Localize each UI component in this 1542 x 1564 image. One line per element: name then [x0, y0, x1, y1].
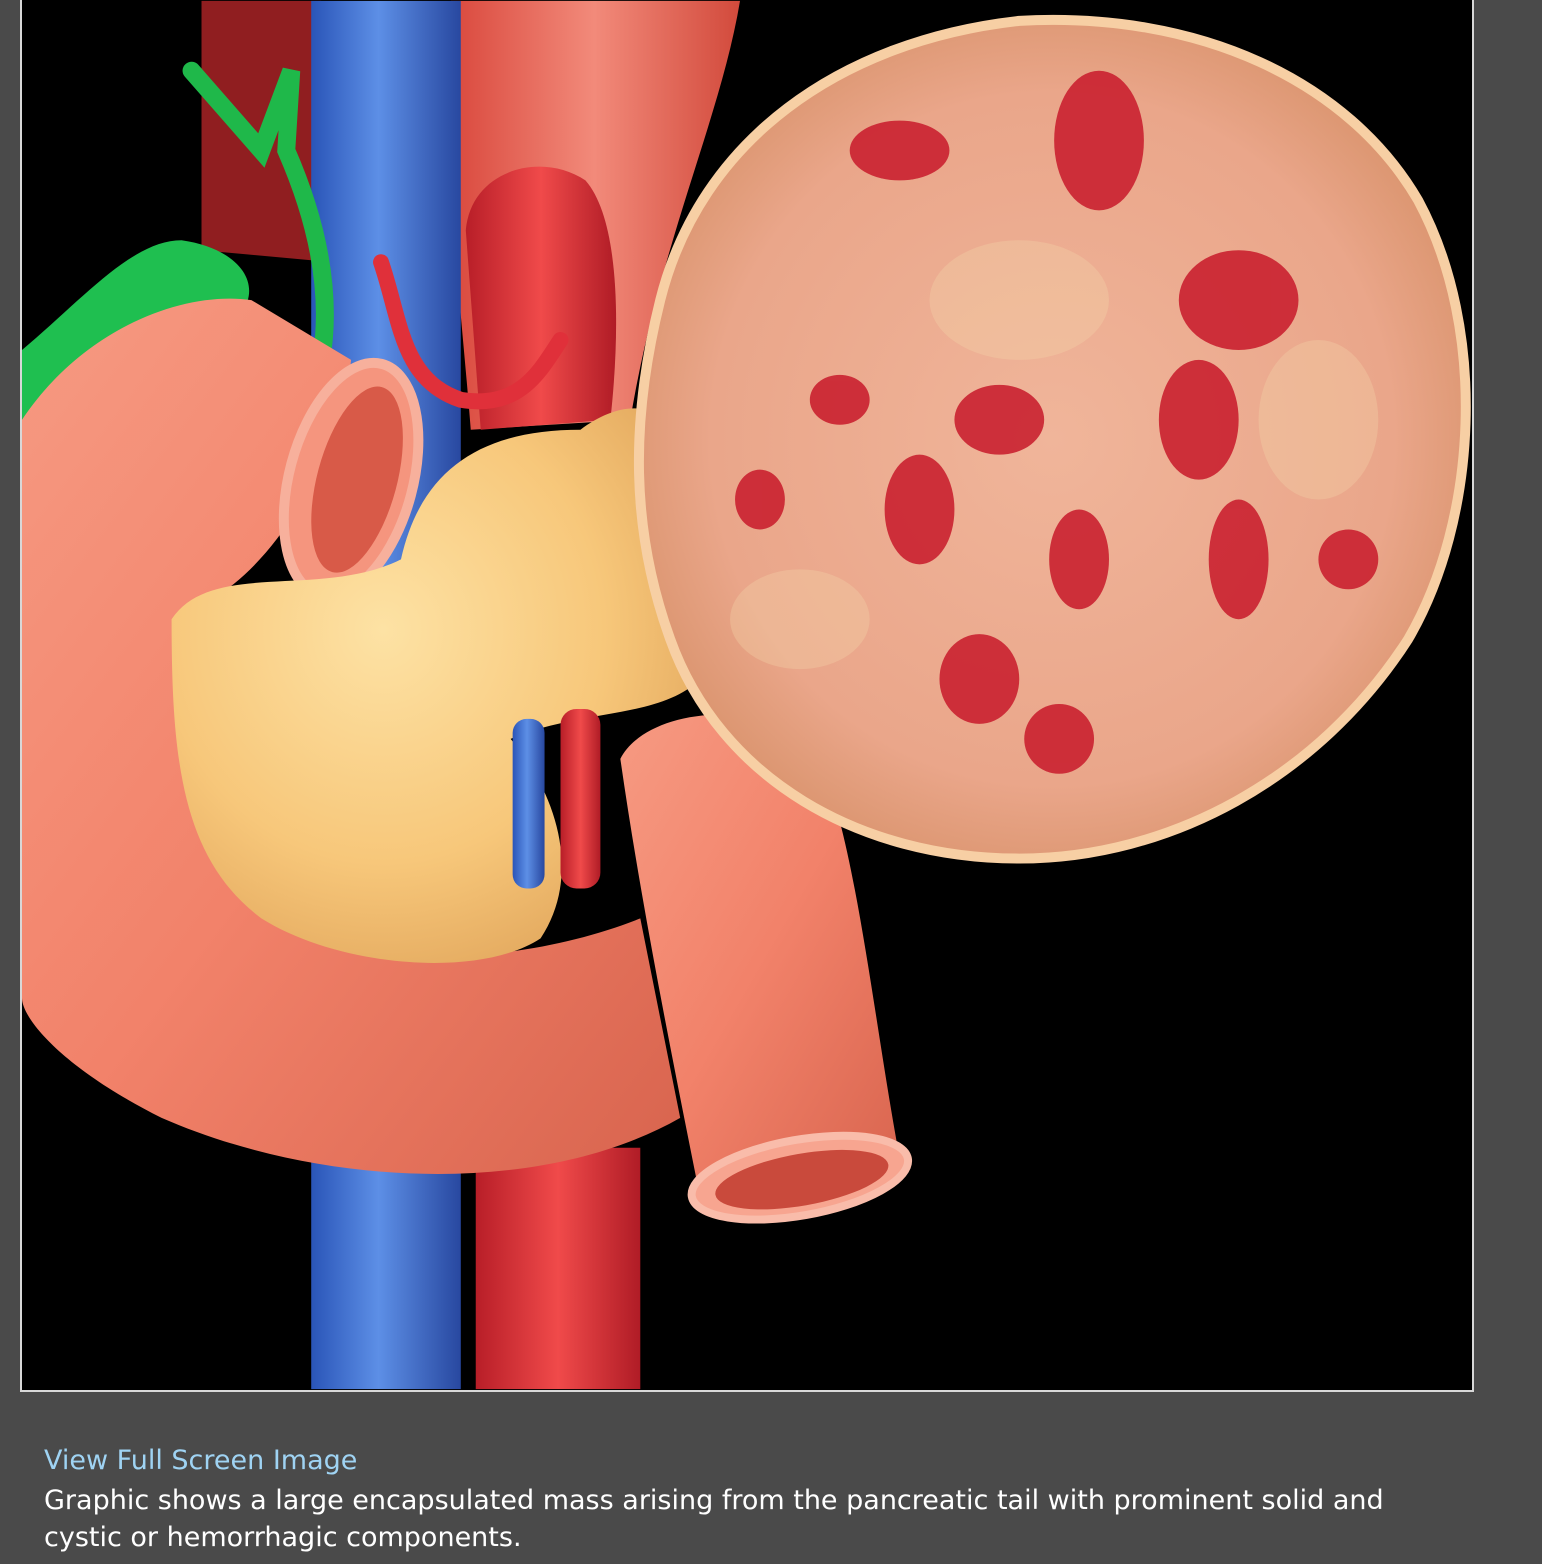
figure-caption: Graphic shows a large encapsulated mass arising from the pancreatic tail with prominent solid and cystic or hemorrhagic components.: [44, 1485, 1384, 1553]
superior-mesenteric-vein: [513, 719, 545, 889]
figure-image[interactable]: [20, 0, 1474, 1392]
view-full-screen-link[interactable]: View Full Screen Image: [44, 1445, 358, 1476]
figure-caption-area: [44, 1442, 1504, 1556]
superior-mesenteric-artery: [561, 709, 601, 889]
aorta: [476, 1148, 641, 1389]
aorta-upper: [466, 167, 616, 430]
